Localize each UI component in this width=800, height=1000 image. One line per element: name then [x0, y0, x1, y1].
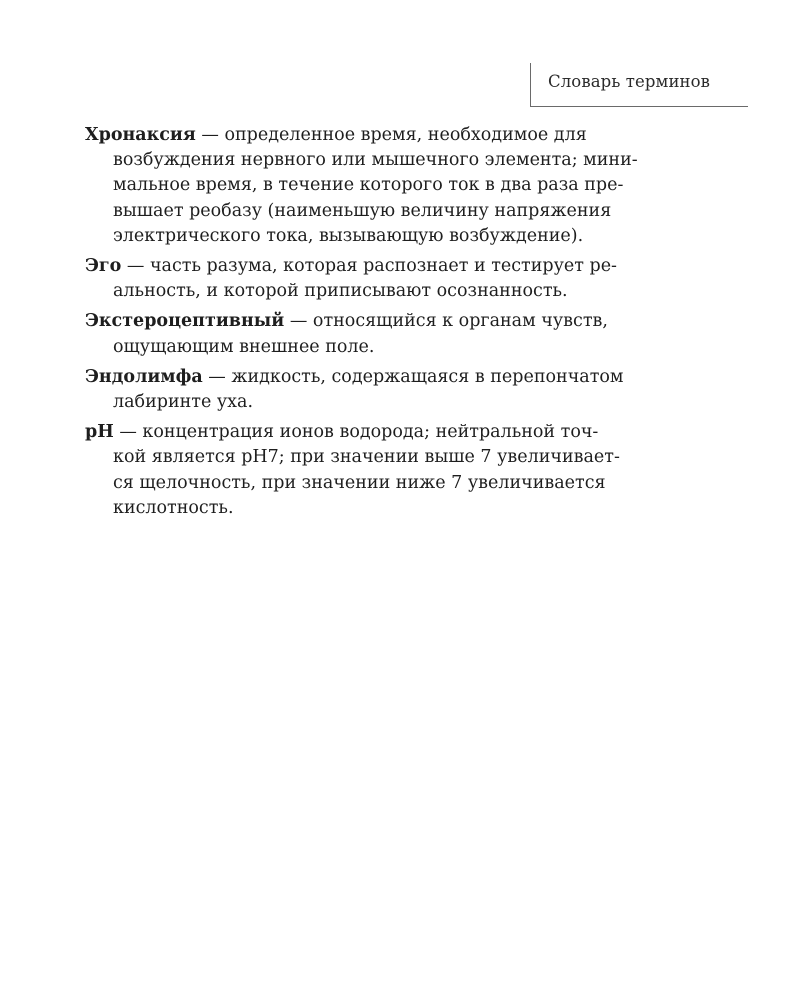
entry-first-line: [85, 365, 705, 390]
entry-continuation-line: электрического тока, вызывающую возбуждение).: [113, 225, 584, 246]
entry-continuation-line: мальное время, в течение которого ток в два раза пре-: [113, 175, 624, 196]
entry-first-line: [85, 123, 705, 148]
entry-term: Экстероцептивный: [85, 311, 285, 332]
entry-term: pH: [85, 422, 114, 443]
entry-continuation-line: ся щелочность, при значении ниже 7 увеличивается: [113, 472, 606, 493]
entry-term: Эндолимфа: [85, 366, 203, 387]
entry-first-line: [85, 254, 705, 279]
entry-first-line: [85, 420, 705, 445]
running-header: [530, 63, 748, 107]
entry-first-line: [85, 309, 705, 334]
entry-term: Хронаксия: [85, 125, 196, 145]
entry-continuation-line: ощущающим внешнее поле.: [113, 336, 375, 357]
entry-continuation-line: кислотность.: [113, 497, 234, 518]
entry-continuation-line: лабиринте уха.: [113, 392, 254, 413]
entry-definition-start: — концентрация ионов водорода; нейтральной точ-: [113, 422, 599, 443]
entry-continuation-line: альность, и которой приписывают осознанность.: [113, 281, 568, 302]
glossary-entry-exteroceptive: [85, 309, 705, 359]
entry-term: Эго: [85, 256, 122, 277]
entry-definition-start: — относящийся к органам чувств,: [284, 311, 608, 332]
section-title: Словарь терминов: [548, 72, 711, 91]
glossary-entry-ph: [85, 420, 705, 521]
entry-definition-start: — часть разума, которая распознает и тестирует ре-: [121, 256, 617, 277]
entry-continuation-line: кой является pH7; при значении выше 7 увеличивает-: [113, 447, 620, 468]
glossary-entry-endolymph: [85, 365, 705, 415]
glossary-entry-chronaxie: [85, 123, 705, 249]
entry-continuation-line: вышает реобазу (наименьшую величину напряжения: [113, 200, 612, 221]
entry-definition-start: — жидкость, содержащаяся в перепончатом: [202, 366, 624, 387]
glossary-list: [85, 123, 705, 521]
glossary-entry-ego: [85, 254, 705, 304]
entry-definition-start: — определенное время, необходимое для: [195, 125, 587, 145]
entry-continuation-line: возбуждения нервного или мышечного элемента; мини-: [113, 150, 638, 171]
